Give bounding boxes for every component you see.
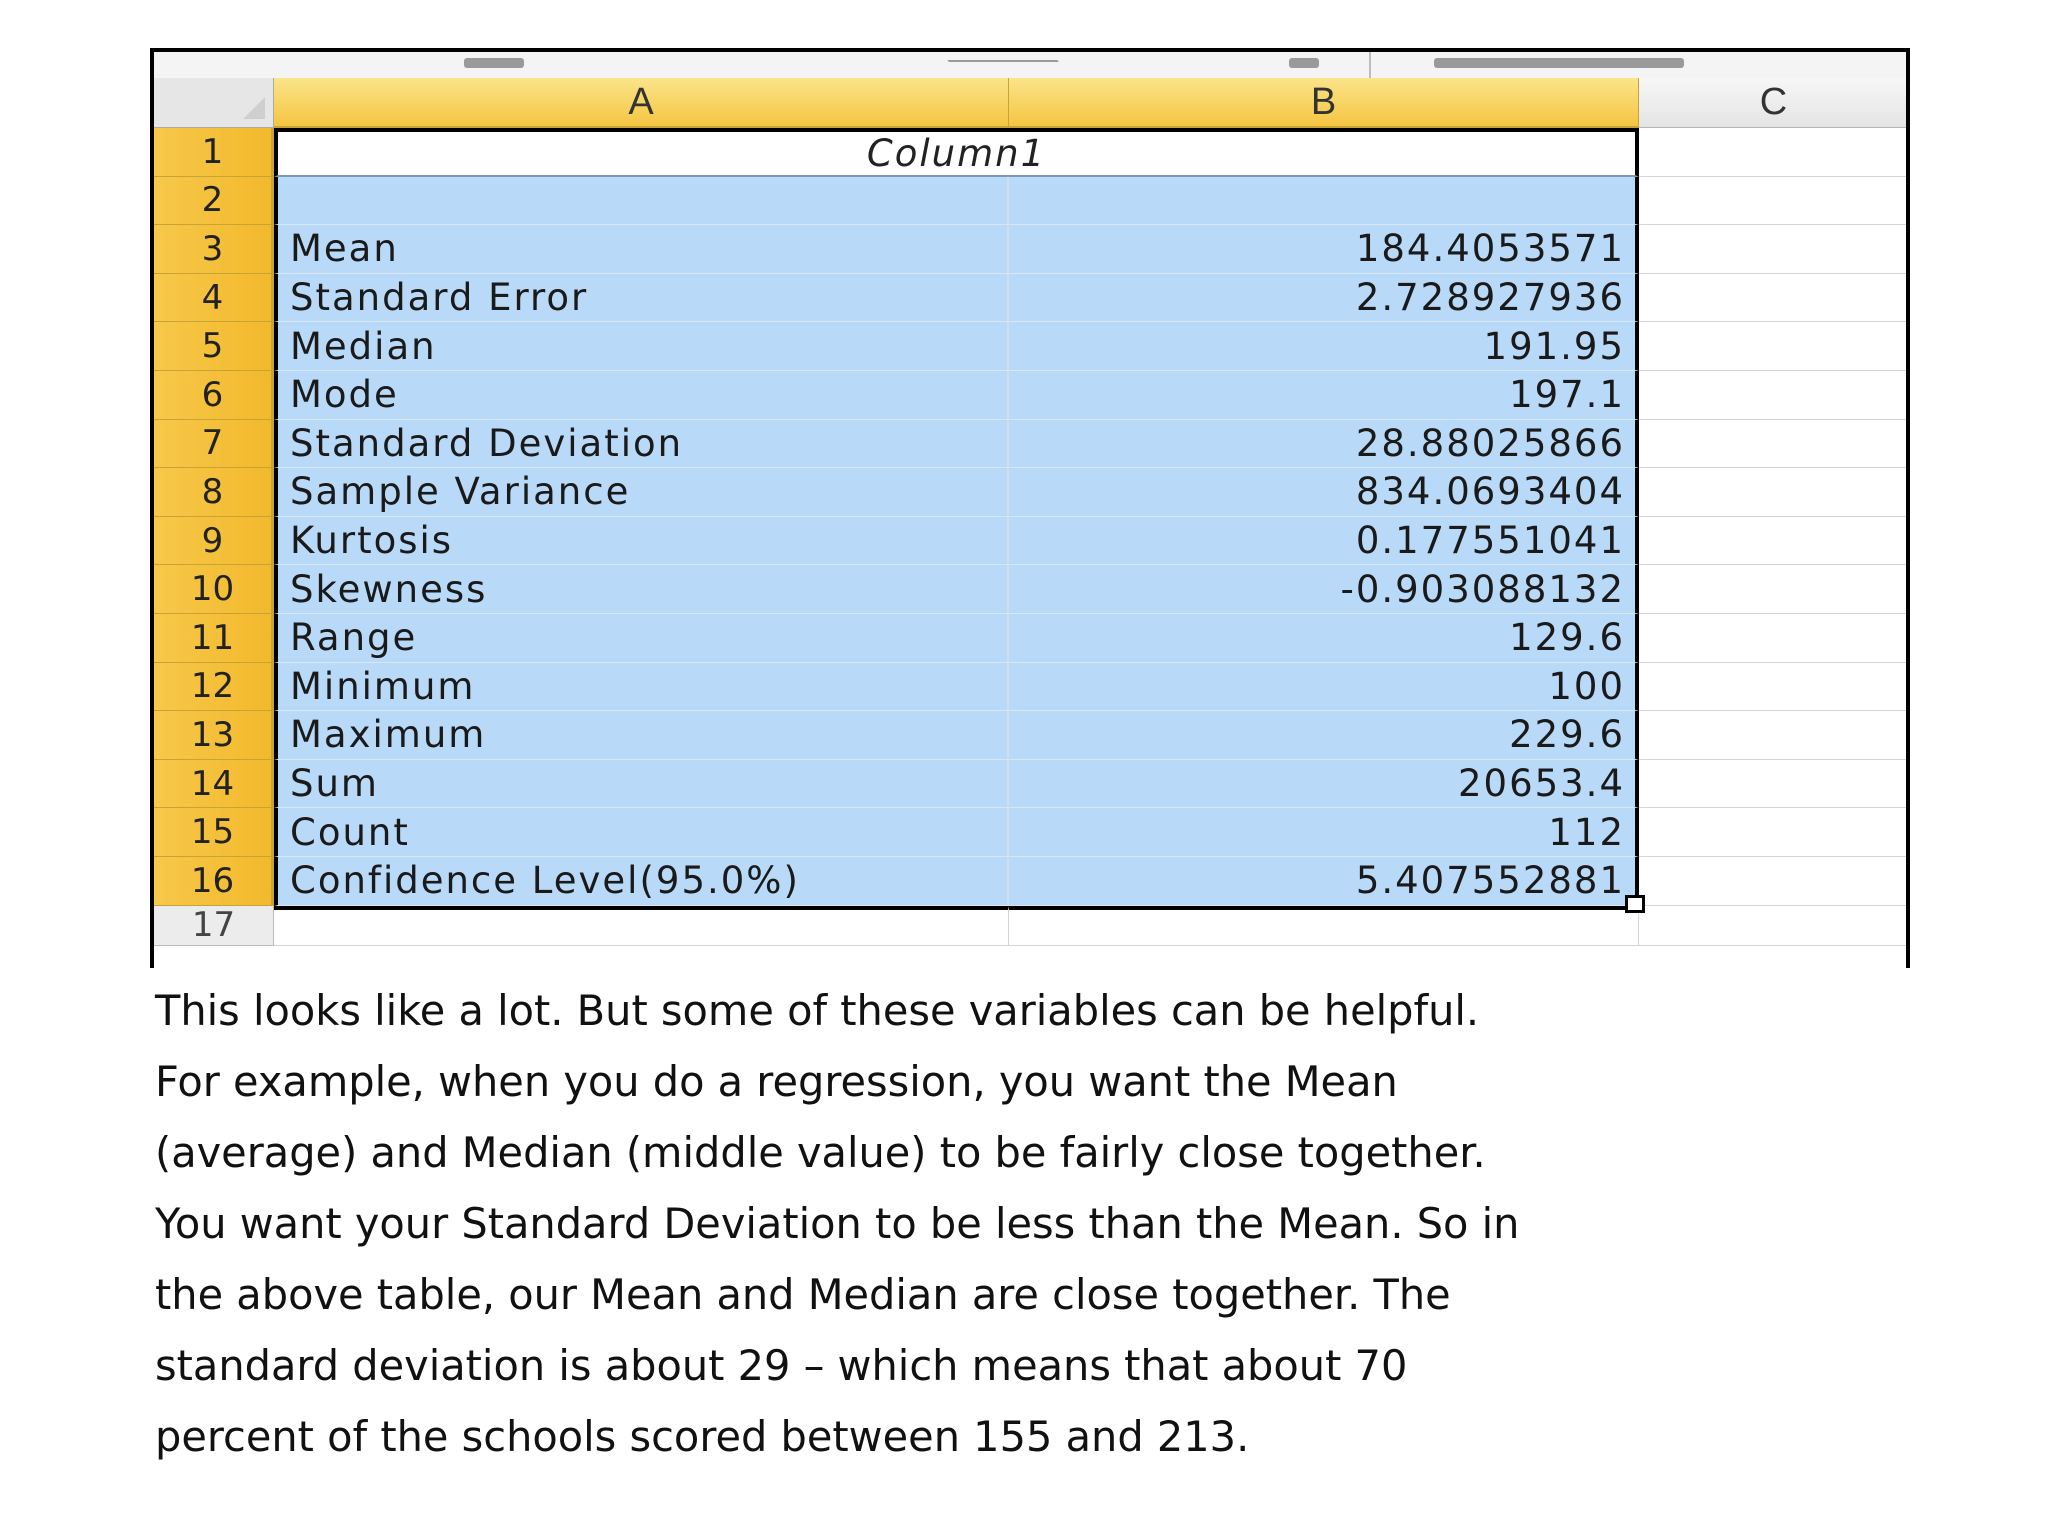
cell-b7[interactable] [1009, 420, 1639, 469]
stat-label: Range [290, 616, 418, 660]
obscured-text [464, 58, 524, 68]
cell-a8[interactable] [274, 468, 1009, 517]
cell-c8[interactable] [1639, 468, 1909, 517]
cell-b11[interactable] [1009, 614, 1639, 663]
stat-value: 184.4053571 [1355, 227, 1625, 271]
cell-a14[interactable] [274, 760, 1009, 809]
cell-a9[interactable] [274, 517, 1009, 566]
text-line: You want your Standard Deviation to be less than the Mean. So in [155, 1199, 1520, 1248]
cell-c10[interactable] [1639, 565, 1909, 614]
text-line: standard deviation is about 29 – which means that about 70 [155, 1341, 1408, 1390]
row-header-13[interactable]: 13 [154, 711, 274, 760]
cell-c7[interactable] [1639, 420, 1909, 469]
stat-label: Sample Variance [290, 470, 631, 514]
cell-c1[interactable] [1639, 128, 1909, 177]
stat-label: Count [290, 810, 410, 854]
text-line: percent of the schools scored between 155 and 213. [155, 1412, 1250, 1461]
row-header-4[interactable]: 4 [154, 274, 274, 323]
divider [1369, 52, 1371, 78]
row-header-16[interactable]: 16 [154, 857, 274, 906]
cell-a11[interactable] [274, 614, 1009, 663]
text-line: For example, when you do a regression, you want the Mean [155, 1057, 1398, 1106]
stat-label: Mode [290, 373, 399, 417]
cell-a17[interactable] [274, 906, 1009, 946]
cell-grid [154, 78, 1909, 946]
text-line: (average) and Median (middle value) to be fairly close together. [155, 1128, 1486, 1177]
row-header-2[interactable]: 2 [154, 177, 274, 226]
row-header-5[interactable]: 5 [154, 322, 274, 371]
tab-edge [947, 60, 1070, 76]
cell-c5[interactable] [1639, 322, 1909, 371]
row-header-17[interactable]: 17 [154, 906, 274, 946]
cell-b5[interactable] [1009, 322, 1639, 371]
stat-value: 100 [1548, 664, 1625, 708]
cell-b15[interactable] [1009, 808, 1639, 857]
cell-c14[interactable] [1639, 760, 1909, 809]
cell-b4[interactable] [1009, 274, 1639, 323]
column-header-a[interactable]: A [274, 78, 1009, 128]
cell-b3[interactable] [1009, 225, 1639, 274]
cell-c6[interactable] [1639, 371, 1909, 420]
stat-label: Median [290, 324, 437, 368]
cell-b6[interactable] [1009, 371, 1639, 420]
cell-b13[interactable] [1009, 711, 1639, 760]
cell-b8[interactable] [1009, 468, 1639, 517]
stat-label: Standard Error [290, 276, 589, 320]
cell-b10[interactable] [1009, 565, 1639, 614]
stat-value: 20653.4 [1457, 762, 1625, 806]
stat-value: 0.177551041 [1355, 519, 1625, 563]
cell-c9[interactable] [1639, 517, 1909, 566]
stat-value: 191.95 [1483, 324, 1625, 368]
cell-a5[interactable] [274, 322, 1009, 371]
cell-c2[interactable] [1639, 177, 1909, 226]
stat-label: Sum [290, 762, 379, 806]
row-header-10[interactable]: 10 [154, 565, 274, 614]
row-header-12[interactable]: 12 [154, 663, 274, 712]
row-header-14[interactable]: 14 [154, 760, 274, 809]
stat-value: 834.0693404 [1355, 470, 1625, 514]
stat-label: Mean [290, 227, 399, 271]
cell-a10[interactable] [274, 565, 1009, 614]
cell-c3[interactable] [1639, 225, 1909, 274]
row-header-1[interactable]: 1 [154, 128, 274, 177]
stat-label: Minimum [290, 664, 476, 708]
stat-value: 5.407552881 [1355, 859, 1625, 903]
column-title-cell[interactable]: Column1 [274, 128, 1639, 177]
cell-a4[interactable] [274, 274, 1009, 323]
cell-a7[interactable] [274, 420, 1009, 469]
stat-value: 112 [1548, 810, 1625, 854]
text-line: This looks like a lot. But some of these variables can be helpful. [155, 986, 1480, 1035]
stat-label: Standard Deviation [290, 421, 684, 465]
stat-label: Maximum [290, 713, 487, 757]
cell-a16[interactable] [274, 857, 1009, 906]
column-header-b[interactable]: B [1009, 78, 1639, 128]
cell-b2[interactable] [1009, 177, 1639, 226]
obscured-text [1434, 58, 1684, 68]
explanation-text [155, 975, 1945, 1472]
cell-a6[interactable] [274, 371, 1009, 420]
cell-b12[interactable] [1009, 663, 1639, 712]
cell-c15[interactable] [1639, 808, 1909, 857]
cell-a12[interactable] [274, 663, 1009, 712]
row-header-7[interactable]: 7 [154, 420, 274, 469]
ribbon-edge [154, 52, 1906, 79]
obscured-text [1289, 58, 1319, 68]
select-all-corner[interactable] [154, 78, 274, 128]
stat-value: 197.1 [1509, 373, 1625, 417]
cell-b14[interactable] [1009, 760, 1639, 809]
cell-c16[interactable] [1639, 857, 1909, 906]
row-header-6[interactable]: 6 [154, 371, 274, 420]
row-header-11[interactable]: 11 [154, 614, 274, 663]
cell-a13[interactable] [274, 711, 1009, 760]
row-header-15[interactable]: 15 [154, 808, 274, 857]
cell-a15[interactable] [274, 808, 1009, 857]
cell-a3[interactable] [274, 225, 1009, 274]
row-header-8[interactable]: 8 [154, 468, 274, 517]
cell-c4[interactable] [1639, 274, 1909, 323]
fill-handle[interactable] [1625, 895, 1645, 913]
stat-label: Skewness [290, 567, 488, 611]
stat-value: 129.6 [1509, 616, 1625, 660]
stat-value: -0.903088132 [1340, 567, 1625, 611]
stat-value: 28.88025866 [1355, 421, 1625, 465]
column-header-c[interactable]: C [1639, 78, 1909, 128]
cell-c11[interactable] [1639, 614, 1909, 663]
text-line: the above table, our Mean and Median are close together. The [155, 1270, 1451, 1319]
cell-b16[interactable] [1009, 857, 1639, 906]
cell-c17[interactable] [1639, 906, 1909, 946]
stat-label: Kurtosis [290, 519, 454, 563]
row-header-9[interactable]: 9 [154, 517, 274, 566]
stat-value: 229.6 [1509, 713, 1625, 757]
cell-b9[interactable] [1009, 517, 1639, 566]
stat-value: 2.728927936 [1355, 276, 1625, 320]
spreadsheet-view [150, 48, 1910, 968]
stat-label: Confidence Level(95.0%) [290, 859, 800, 903]
cell-c13[interactable] [1639, 711, 1909, 760]
row-header-3[interactable]: 3 [154, 225, 274, 274]
cell-b17[interactable] [1009, 906, 1639, 946]
cell-c12[interactable] [1639, 663, 1909, 712]
cell-a2[interactable] [274, 177, 1009, 226]
